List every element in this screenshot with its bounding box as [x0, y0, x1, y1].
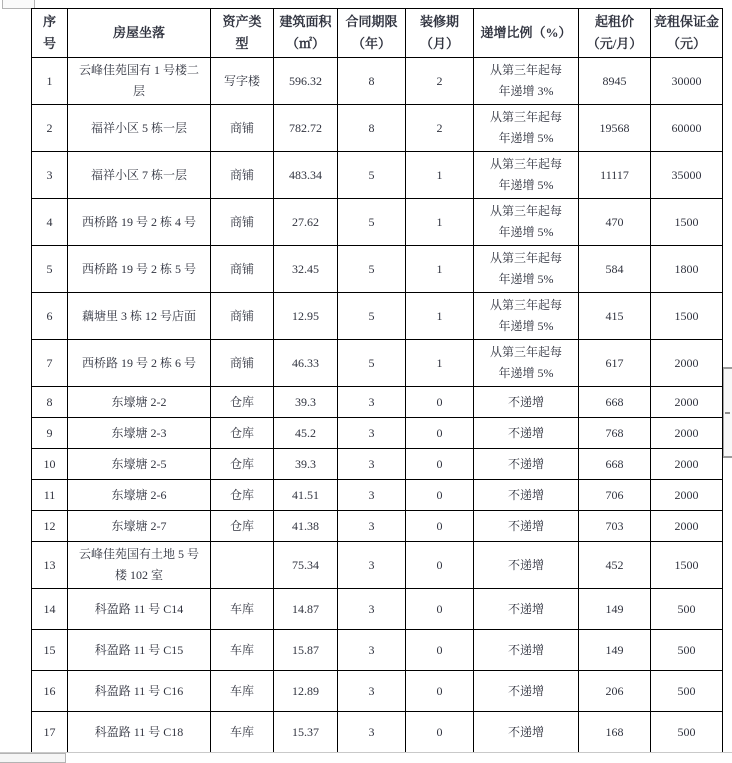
cell-term-years: 3 [338, 671, 406, 712]
table-row [32, 340, 723, 387]
cell-start-price: 149 [579, 589, 651, 630]
cell-location: 东壕塘 2-3 [68, 418, 211, 449]
cell-increment: 不递增 [474, 630, 579, 671]
cell-start-price: 415 [579, 293, 651, 340]
cell-asset-type: 仓库 [211, 511, 274, 542]
cell-location: 东壕塘 2-6 [68, 480, 211, 511]
cell-area: 14.87 [274, 589, 338, 630]
cell-deposit: 1500 [651, 199, 723, 246]
cell-asset-type: 车库 [211, 671, 274, 712]
cell-term-years: 5 [338, 293, 406, 340]
cell-seq: 12 [32, 511, 68, 542]
cell-seq: 17 [32, 712, 68, 753]
cell-asset-type: 仓库 [211, 387, 274, 418]
cell-location: 福祥小区 7 栋一层 [68, 152, 211, 199]
cell-location: 西桥路 19 号 2 栋 6 号 [68, 340, 211, 387]
cell-area: 39.3 [274, 449, 338, 480]
cell-fitout-months: 1 [406, 293, 474, 340]
cell-deposit: 30000 [651, 58, 723, 105]
table-row [32, 199, 723, 246]
header-seq: 序号 [32, 9, 68, 58]
cell-increment: 不递增 [474, 589, 579, 630]
cell-area: 46.33 [274, 340, 338, 387]
cell-start-price: 11117 [579, 152, 651, 199]
cell-increment: 从第三年起每年递增 3% [474, 58, 579, 105]
cell-seq: 11 [32, 480, 68, 511]
cell-area: 782.72 [274, 105, 338, 152]
cell-seq: 6 [32, 293, 68, 340]
cell-fitout-months: 0 [406, 542, 474, 589]
cell-increment: 从第三年起每年递增 5% [474, 105, 579, 152]
cell-asset-type: 仓库 [211, 418, 274, 449]
cell-asset-type: 仓库 [211, 449, 274, 480]
cell-deposit: 2000 [651, 511, 723, 542]
cell-fitout-months: 1 [406, 199, 474, 246]
cell-start-price: 452 [579, 542, 651, 589]
cell-deposit: 500 [651, 589, 723, 630]
cell-fitout-months: 0 [406, 418, 474, 449]
cell-asset-type: 商铺 [211, 340, 274, 387]
cell-location: 科盈路 11 号 C14 [68, 589, 211, 630]
cell-increment: 从第三年起每年递增 5% [474, 199, 579, 246]
cell-increment: 不递增 [474, 480, 579, 511]
cell-start-price: 206 [579, 671, 651, 712]
cell-deposit: 2000 [651, 449, 723, 480]
table-row [32, 293, 723, 340]
cell-start-price: 668 [579, 449, 651, 480]
cell-seq: 2 [32, 105, 68, 152]
cell-fitout-months: 0 [406, 589, 474, 630]
table-row [32, 105, 723, 152]
cell-location: 福祥小区 5 栋一层 [68, 105, 211, 152]
cell-area: 12.95 [274, 293, 338, 340]
header-area: 建筑面积（㎡） [274, 9, 338, 58]
cell-fitout-months: 2 [406, 105, 474, 152]
cell-location: 云峰佳苑国有 1 号楼二层 [68, 58, 211, 105]
cell-term-years: 3 [338, 542, 406, 589]
cell-term-years: 5 [338, 340, 406, 387]
cell-area: 75.34 [274, 542, 338, 589]
cell-location: 科盈路 11 号 C15 [68, 630, 211, 671]
cell-seq: 10 [32, 449, 68, 480]
cell-term-years: 3 [338, 418, 406, 449]
table-row [32, 152, 723, 199]
cell-term-years: 3 [338, 387, 406, 418]
cell-location: 东壕塘 2-7 [68, 511, 211, 542]
cell-increment: 从第三年起每年递增 5% [474, 246, 579, 293]
cell-deposit: 2000 [651, 340, 723, 387]
cell-deposit: 2000 [651, 418, 723, 449]
cell-increment: 从第三年起每年递增 5% [474, 340, 579, 387]
cell-seq: 16 [32, 671, 68, 712]
table-row [32, 712, 723, 753]
cell-increment: 不递增 [474, 418, 579, 449]
cell-asset-type: 商铺 [211, 199, 274, 246]
cell-increment: 不递增 [474, 449, 579, 480]
cell-term-years: 3 [338, 630, 406, 671]
cell-fitout-months: 2 [406, 58, 474, 105]
header-term-years: 合同期限（年） [338, 9, 406, 58]
table-body [32, 58, 723, 753]
header-location: 房屋坐落 [68, 9, 211, 58]
cell-deposit: 1800 [651, 246, 723, 293]
table-row [32, 671, 723, 712]
table-row [32, 449, 723, 480]
cell-deposit: 2000 [651, 387, 723, 418]
cell-location: 东壕塘 2-2 [68, 387, 211, 418]
cell-location: 西桥路 19 号 2 栋 5 号 [68, 246, 211, 293]
cell-seq: 13 [32, 542, 68, 589]
cell-seq: 14 [32, 589, 68, 630]
cell-seq: 1 [32, 58, 68, 105]
cell-start-price: 584 [579, 246, 651, 293]
cell-asset-type: 车库 [211, 589, 274, 630]
cell-area: 39.3 [274, 387, 338, 418]
cell-start-price: 19568 [579, 105, 651, 152]
scrollbar-thumb[interactable] [723, 367, 732, 458]
cell-area: 32.45 [274, 246, 338, 293]
cell-fitout-months: 0 [406, 712, 474, 753]
cell-location: 藕塘里 3 栋 12 号店面 [68, 293, 211, 340]
cell-deposit: 1500 [651, 542, 723, 589]
cell-fitout-months: 1 [406, 340, 474, 387]
cell-term-years: 3 [338, 589, 406, 630]
cell-increment: 从第三年起每年递增 5% [474, 152, 579, 199]
cell-fitout-months: 0 [406, 511, 474, 542]
cell-location: 东壕塘 2-5 [68, 449, 211, 480]
cell-seq: 7 [32, 340, 68, 387]
cell-term-years: 8 [338, 58, 406, 105]
cell-seq: 5 [32, 246, 68, 293]
cell-start-price: 706 [579, 480, 651, 511]
cell-deposit: 1500 [651, 293, 723, 340]
cell-area: 15.37 [274, 712, 338, 753]
cell-deposit: 500 [651, 630, 723, 671]
cell-start-price: 668 [579, 387, 651, 418]
cell-area: 41.51 [274, 480, 338, 511]
cell-term-years: 3 [338, 449, 406, 480]
table-row [32, 387, 723, 418]
table-row [32, 418, 723, 449]
scrollbar-grip [725, 412, 730, 414]
cell-increment: 不递增 [474, 387, 579, 418]
cell-area: 12.89 [274, 671, 338, 712]
cell-fitout-months: 0 [406, 671, 474, 712]
cell-increment: 不递增 [474, 712, 579, 753]
cell-fitout-months: 0 [406, 480, 474, 511]
cell-seq: 8 [32, 387, 68, 418]
cell-seq: 15 [32, 630, 68, 671]
cell-deposit: 60000 [651, 105, 723, 152]
cell-asset-type: 商铺 [211, 105, 274, 152]
cell-increment: 不递增 [474, 542, 579, 589]
header-increment: 递增比例（%） [474, 9, 579, 58]
cell-area: 596.32 [274, 58, 338, 105]
table-row [32, 480, 723, 511]
cell-fitout-months: 1 [406, 152, 474, 199]
cell-asset-type: 商铺 [211, 293, 274, 340]
cell-deposit: 500 [651, 712, 723, 753]
table-row [32, 630, 723, 671]
table-row [32, 511, 723, 542]
cell-fitout-months: 0 [406, 387, 474, 418]
table-row [32, 246, 723, 293]
cell-asset-type: 车库 [211, 630, 274, 671]
cell-seq: 4 [32, 199, 68, 246]
cell-seq: 9 [32, 418, 68, 449]
cell-deposit: 35000 [651, 152, 723, 199]
cell-location: 科盈路 11 号 C16 [68, 671, 211, 712]
cell-asset-type [211, 542, 274, 589]
cell-term-years: 3 [338, 511, 406, 542]
cell-area: 41.38 [274, 511, 338, 542]
table-row [32, 542, 723, 589]
cell-term-years: 3 [338, 480, 406, 511]
cell-area: 27.62 [274, 199, 338, 246]
cell-start-price: 768 [579, 418, 651, 449]
table-header [32, 9, 723, 58]
cell-location: 云峰佳苑国有土地 5 号楼 102 室 [68, 542, 211, 589]
cell-term-years: 3 [338, 712, 406, 753]
cell-increment: 从第三年起每年递增 5% [474, 293, 579, 340]
header-asset-type: 资产类型 [211, 9, 274, 58]
cell-term-years: 5 [338, 152, 406, 199]
cell-start-price: 8945 [579, 58, 651, 105]
cell-asset-type: 仓库 [211, 480, 274, 511]
cell-fitout-months: 1 [406, 246, 474, 293]
cell-deposit: 500 [651, 671, 723, 712]
cell-increment: 不递增 [474, 671, 579, 712]
cell-asset-type: 商铺 [211, 246, 274, 293]
header-start-price: 起租价（元/月） [579, 9, 651, 58]
page-bottom-divider [0, 752, 732, 753]
cell-deposit: 2000 [651, 480, 723, 511]
rental-assets-table [31, 8, 723, 753]
cell-location: 科盈路 11 号 C18 [68, 712, 211, 753]
cell-term-years: 5 [338, 199, 406, 246]
cell-asset-type: 写字楼 [211, 58, 274, 105]
header-deposit: 竞租保证金（元） [651, 9, 723, 58]
table-row [32, 589, 723, 630]
cell-area: 483.34 [274, 152, 338, 199]
cell-start-price: 149 [579, 630, 651, 671]
cell-term-years: 8 [338, 105, 406, 152]
cell-location: 西桥路 19 号 2 栋 4 号 [68, 199, 211, 246]
cell-asset-type: 商铺 [211, 152, 274, 199]
cell-start-price: 168 [579, 712, 651, 753]
cell-fitout-months: 0 [406, 630, 474, 671]
header-row [32, 9, 723, 58]
cell-area: 45.2 [274, 418, 338, 449]
cell-start-price: 470 [579, 199, 651, 246]
cell-start-price: 617 [579, 340, 651, 387]
cell-seq: 3 [32, 152, 68, 199]
cell-increment: 不递增 [474, 511, 579, 542]
cell-term-years: 5 [338, 246, 406, 293]
cell-asset-type: 车库 [211, 712, 274, 753]
cell-fitout-months: 0 [406, 449, 474, 480]
table-row [32, 58, 723, 105]
cell-start-price: 703 [579, 511, 651, 542]
cell-area: 15.87 [274, 630, 338, 671]
header-fitout-months: 装修期（月） [406, 9, 474, 58]
